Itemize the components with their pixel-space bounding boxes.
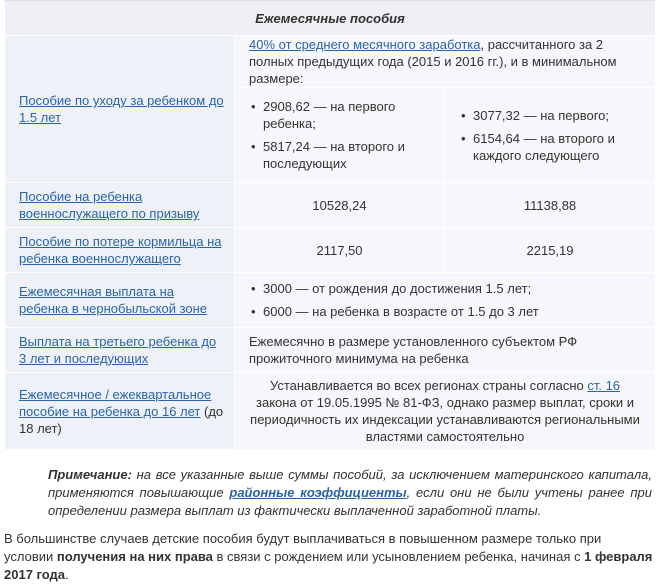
row-label-childcare (5, 36, 235, 183)
conscript-benefit-link[interactable]: Пособие на ребенка военнослужащего по призыву (19, 189, 200, 221)
para-text-3: . (65, 567, 69, 582)
info-paragraph (4, 530, 654, 584)
list-item: • 6000 — на ребенка в возрасте от 1.5 до 3 лет (253, 303, 647, 320)
regional-coefficients-link[interactable]: районные коэффициенты (229, 485, 407, 500)
childcare-intro (235, 36, 656, 88)
under-16-text-a: Устанавливается во всех регионах страны согласно (269, 378, 588, 393)
breadwinner-value-2: 2215,19 (445, 228, 656, 273)
under-16-text-b: закона от 19.05.1995 № 81-ФЗ, однако размер выплат, сроки и периодичность их индексации устанавливаются региональными властями самостоятельно (250, 395, 640, 444)
list-item: • 5817,24 — на второго и последующих (253, 138, 436, 172)
third-child-text: Ежемесячно в размере установленного субъектом РФ прожиточного минимума на ребенка (235, 328, 656, 373)
childcare-2017-values (235, 88, 445, 183)
conscript-value-1: 10528,24 (235, 183, 445, 228)
para-bold-1: получения на них права (56, 549, 213, 564)
list-item: • 3000 — от рождения до достижения 1.5 лет; (253, 280, 647, 297)
chernobyl-payment-link[interactable]: Ежемесячная выплата на ребенка в чернобыльской зоне (19, 284, 208, 316)
row-label-breadwinner (5, 228, 235, 273)
row-label-third-child (5, 328, 235, 373)
childcare-2018-values (445, 88, 656, 183)
under-16-benefit-link[interactable]: Ежемесячное / ежеквартальное пособие на ребенка до 16 лет (19, 386, 212, 419)
row-label-chernobyl (5, 273, 235, 328)
para-bold-2: 1 февраля 2017 года (4, 549, 653, 582)
note-block (48, 466, 652, 520)
list-item: • 3077,32 — на первого; (463, 107, 647, 124)
para-text-2: в связи с рождением или усыновлением ребенка, начиная с (212, 549, 585, 564)
note-text-a: на все указанные выше суммы пособий, за исключением материнского капитала, применяются повышающие (48, 467, 652, 500)
average-earnings-link[interactable]: 40% от среднего месячного заработка (249, 37, 481, 52)
breadwinner-benefit-link[interactable]: Пособие по потере кормильца на ребенка военнослужащего (19, 234, 222, 266)
row-label-conscript (5, 183, 235, 228)
article-16-link[interactable]: ст. 16 (587, 378, 621, 393)
breadwinner-value-1: 2117,50 (235, 228, 445, 273)
list-item: • 2908,62 — на первого ребенка; (253, 98, 436, 132)
table-header: Ежемесячные пособия (5, 1, 656, 36)
note-label: Примечание: (48, 467, 132, 482)
conscript-value-2: 11138,88 (445, 183, 656, 228)
childcare-benefit-link[interactable]: Пособие по уходу за ребенком до 1.5 лет (19, 93, 224, 125)
under-16-text (235, 373, 656, 450)
row-label-under-16 (5, 373, 235, 450)
chernobyl-values (235, 273, 656, 328)
under-16-label-rest: (до 18 лет) (19, 403, 224, 436)
childcare-intro-text: , рассчитанного за 2 полных предыдущих года (2015 и 2016 гг.), и в минимальном размере: (249, 37, 617, 86)
benefits-table (4, 0, 655, 450)
para-text-1: В большинстве случаев детские пособия будут выплачиваться в повышенном размере только при условии (4, 531, 602, 564)
third-child-payment-link[interactable]: Выплата на третьего ребенка до 3 лет и последующих (19, 334, 217, 366)
note-text-b: , если они не были учтены ранее при определении размера выплат из фактически выплаченной заработной платы. (48, 485, 652, 518)
list-item: • 6154,64 — на второго и каждого следующего (463, 130, 647, 164)
